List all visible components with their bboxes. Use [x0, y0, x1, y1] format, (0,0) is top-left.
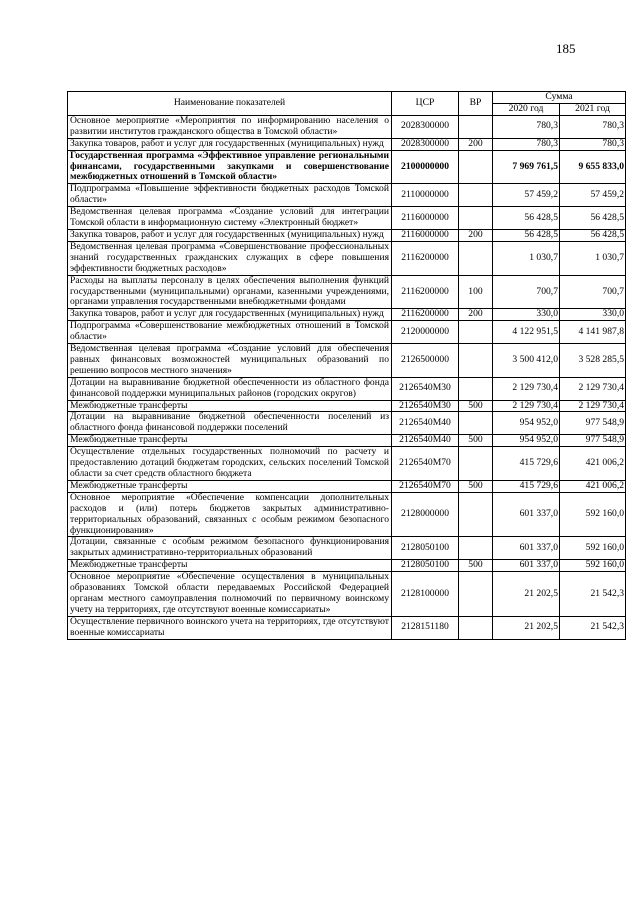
- amount-2021-cell: 592 160,0: [560, 560, 626, 572]
- indicator-name-cell: Дотации на выравнивание бюджетной обеспеченности из областного фонда финансовой поддержки муниципальных районов (городских округов): [68, 377, 392, 400]
- indicator-name-cell: Закупка товаров, работ и услуг для государственных (муниципальных) нужд: [68, 138, 392, 150]
- vr-code-cell: 200: [459, 229, 493, 241]
- indicator-name-cell: Закупка товаров, работ и услуг для государственных (муниципальных) нужд: [68, 309, 392, 321]
- vr-code-cell: [459, 115, 493, 138]
- csr-code-cell: 2028300000: [392, 138, 459, 150]
- amount-2020-cell: 954 952,0: [493, 412, 560, 435]
- indicator-name-cell: Государственная программа «Эффективное управление региональными финансами, государственными закупками и совершенствование межбюджетных отношений в Томской области»: [68, 150, 392, 184]
- csr-code-cell: 2126540М40: [392, 435, 459, 447]
- indicator-name-cell: Ведомственная целевая программа «Создание условий для обеспечения равных финансовых возможностей муниципальных образований по решению вопросов местного значения»: [68, 344, 392, 378]
- csr-code-cell: 2100000000: [392, 150, 459, 184]
- vr-code-cell: 500: [459, 400, 493, 412]
- indicator-name-cell: Ведомственная целевая программа «Совершенствование профессиональных знаний государственных гражданских служащих в сфере повышения эффективности бюджетных расходов»: [68, 241, 392, 275]
- indicator-name-cell: Дотации, связанные с особым режимом безопасного функционирования закрытых административно-территориальных образований: [68, 537, 392, 560]
- amount-2021-cell: 977 548,9: [560, 435, 626, 447]
- indicator-name-cell: Осуществление первичного воинского учета на территориях, где отсутствуют военные комиссариаты: [68, 616, 392, 639]
- header-row: [68, 92, 626, 104]
- amount-2021-cell: 1 030,7: [560, 241, 626, 275]
- indicator-name-cell: Закупка товаров, работ и услуг для государственных (муниципальных) нужд: [68, 229, 392, 241]
- vr-code-cell: [459, 572, 493, 617]
- csr-code-cell: 2116000000: [392, 229, 459, 241]
- amount-2020-cell: 7 969 761,5: [493, 150, 560, 184]
- indicator-name-cell: Межбюджетные трансферты: [68, 480, 392, 492]
- vr-code-cell: [459, 537, 493, 560]
- indicator-name-cell: Подпрограмма «Повышение эффективности бюджетных расходов Томской области»: [68, 184, 392, 207]
- table-row: [68, 207, 626, 230]
- csr-code-cell: 2126540М70: [392, 480, 459, 492]
- vr-code-cell: [459, 412, 493, 435]
- amount-2021-cell: 592 160,0: [560, 537, 626, 560]
- vr-code-cell: [459, 447, 493, 481]
- table-row: [68, 572, 626, 617]
- header-sum: Сумма: [493, 92, 626, 104]
- amount-2020-cell: 601 337,0: [493, 537, 560, 560]
- indicator-name-cell: Основное мероприятие «Обеспечение осуществления в муниципальных образованиях Томской области передаваемых Российской Федерацией органам местного самоуправления полномочий по первичному воинскому учету на территориях, где отсутствуют военные комиссариаты»: [68, 572, 392, 617]
- amount-2021-cell: 3 528 285,5: [560, 344, 626, 378]
- budget-table: [67, 91, 626, 640]
- page-number: 185: [556, 41, 576, 56]
- table-row: [68, 560, 626, 572]
- table-row: [68, 309, 626, 321]
- vr-code-cell: [459, 241, 493, 275]
- vr-code-cell: [459, 207, 493, 230]
- amount-2021-cell: 2 129 730,4: [560, 377, 626, 400]
- amount-2020-cell: 780,3: [493, 138, 560, 150]
- csr-code-cell: 2128050100: [392, 537, 459, 560]
- csr-code-cell: 2126500000: [392, 344, 459, 378]
- amount-2020-cell: 21 202,5: [493, 572, 560, 617]
- csr-code-cell: 2028300000: [392, 115, 459, 138]
- table-row: [68, 435, 626, 447]
- vr-code-cell: 500: [459, 560, 493, 572]
- amount-2021-cell: 977 548,9: [560, 412, 626, 435]
- vr-code-cell: 200: [459, 138, 493, 150]
- amount-2021-cell: 56 428,5: [560, 229, 626, 241]
- csr-code-cell: 2116000000: [392, 207, 459, 230]
- amount-2020-cell: 415 729,6: [493, 447, 560, 481]
- amount-2021-cell: 21 542,3: [560, 572, 626, 617]
- indicator-name-cell: Дотации на выравнивание бюджетной обеспеченности поселений из областного фонда финансовой поддержки поселений: [68, 412, 392, 435]
- csr-code-cell: 2126540М40: [392, 412, 459, 435]
- table-row: [68, 275, 626, 309]
- csr-code-cell: 2128100000: [392, 572, 459, 617]
- amount-2021-cell: 780,3: [560, 138, 626, 150]
- vr-code-cell: 500: [459, 480, 493, 492]
- amount-2020-cell: 954 952,0: [493, 435, 560, 447]
- amount-2021-cell: 421 006,2: [560, 480, 626, 492]
- amount-2020-cell: 2 129 730,4: [493, 377, 560, 400]
- amount-2020-cell: 780,3: [493, 115, 560, 138]
- amount-2021-cell: 56 428,5: [560, 207, 626, 230]
- indicator-name-cell: Расходы на выплаты персоналу в целях обеспечения выполнения функций государственными (муниципальными) органами, казенными учреждениями, органами управления государственными внебюджетными фондами: [68, 275, 392, 309]
- amount-2021-cell: 780,3: [560, 115, 626, 138]
- header-vr: ВР: [459, 92, 493, 116]
- table-row: [68, 138, 626, 150]
- table-row: [68, 115, 626, 138]
- vr-code-cell: [459, 184, 493, 207]
- table-row: [68, 184, 626, 207]
- table-row: [68, 150, 626, 184]
- table-row: [68, 447, 626, 481]
- table-row: [68, 616, 626, 639]
- amount-2020-cell: 601 337,0: [493, 492, 560, 537]
- header-csr: ЦСР: [392, 92, 459, 116]
- table-row: [68, 344, 626, 378]
- table-row: [68, 377, 626, 400]
- amount-2020-cell: 56 428,5: [493, 207, 560, 230]
- amount-2020-cell: 330,0: [493, 309, 560, 321]
- amount-2021-cell: 9 655 833,0: [560, 150, 626, 184]
- csr-code-cell: 2126540М70: [392, 447, 459, 481]
- table-row: [68, 537, 626, 560]
- table-row: [68, 480, 626, 492]
- amount-2020-cell: 601 337,0: [493, 560, 560, 572]
- amount-2020-cell: 4 122 951,5: [493, 321, 560, 344]
- header-name: Наименование показателей: [68, 92, 392, 116]
- vr-code-cell: [459, 150, 493, 184]
- table-row: [68, 492, 626, 537]
- indicator-name-cell: Межбюджетные трансферты: [68, 560, 392, 572]
- vr-code-cell: [459, 321, 493, 344]
- header-year-2021: 2021 год: [560, 103, 626, 115]
- amount-2021-cell: 21 542,3: [560, 616, 626, 639]
- vr-code-cell: [459, 377, 493, 400]
- amount-2020-cell: 56 428,5: [493, 229, 560, 241]
- csr-code-cell: 2116200000: [392, 241, 459, 275]
- csr-code-cell: 2128151180: [392, 616, 459, 639]
- table-row: [68, 241, 626, 275]
- indicator-name-cell: Осуществление отдельных государственных полномочий по расчету и предоставлению дотаций бюджетам городских, сельских поселений Томской области за счет средств областного бюджета: [68, 447, 392, 481]
- amount-2021-cell: 592 160,0: [560, 492, 626, 537]
- csr-code-cell: 2128000000: [392, 492, 459, 537]
- amount-2020-cell: 415 729,6: [493, 480, 560, 492]
- csr-code-cell: 2110000000: [392, 184, 459, 207]
- table-row: [68, 400, 626, 412]
- amount-2020-cell: 2 129 730,4: [493, 400, 560, 412]
- amount-2020-cell: 57 459,2: [493, 184, 560, 207]
- indicator-name-cell: Основное мероприятие «Обеспечение компенсации дополнительных расходов и (или) потерь бюджетов закрытых административно-территориальных образований, связанных с особым режимом безопасного функционирования»: [68, 492, 392, 537]
- indicator-name-cell: Межбюджетные трансферты: [68, 435, 392, 447]
- table-row: [68, 229, 626, 241]
- indicator-name-cell: Ведомственная целевая программа «Создание условий для интеграции Томской области в информационную систему «Электронный бюджет»: [68, 207, 392, 230]
- indicator-name-cell: Подпрограмма «Совершенствование межбюджетных отношений в Томской области»: [68, 321, 392, 344]
- vr-code-cell: [459, 344, 493, 378]
- vr-code-cell: 200: [459, 309, 493, 321]
- amount-2020-cell: 1 030,7: [493, 241, 560, 275]
- csr-code-cell: 2128050100: [392, 560, 459, 572]
- indicator-name-cell: Основное мероприятие «Мероприятия по информированию населения о развитии институтов гражданского общества в Томской области»: [68, 115, 392, 138]
- amount-2021-cell: 2 129 730,4: [560, 400, 626, 412]
- vr-code-cell: [459, 616, 493, 639]
- csr-code-cell: 2126540М30: [392, 400, 459, 412]
- csr-code-cell: 2120000000: [392, 321, 459, 344]
- amount-2021-cell: 700,7: [560, 275, 626, 309]
- amount-2020-cell: 21 202,5: [493, 616, 560, 639]
- csr-code-cell: 2116200000: [392, 309, 459, 321]
- indicator-name-cell: Межбюджетные трансферты: [68, 400, 392, 412]
- header-year-2020: 2020 год: [493, 103, 560, 115]
- amount-2020-cell: 700,7: [493, 275, 560, 309]
- amount-2020-cell: 3 500 412,0: [493, 344, 560, 378]
- table-row: [68, 321, 626, 344]
- amount-2021-cell: 330,0: [560, 309, 626, 321]
- table-row: [68, 412, 626, 435]
- amount-2021-cell: 4 141 987,8: [560, 321, 626, 344]
- csr-code-cell: 2116200000: [392, 275, 459, 309]
- vr-code-cell: 100: [459, 275, 493, 309]
- vr-code-cell: 500: [459, 435, 493, 447]
- amount-2021-cell: 57 459,2: [560, 184, 626, 207]
- csr-code-cell: 2126540М30: [392, 377, 459, 400]
- amount-2021-cell: 421 006,2: [560, 447, 626, 481]
- table-body: [68, 115, 626, 639]
- vr-code-cell: [459, 492, 493, 537]
